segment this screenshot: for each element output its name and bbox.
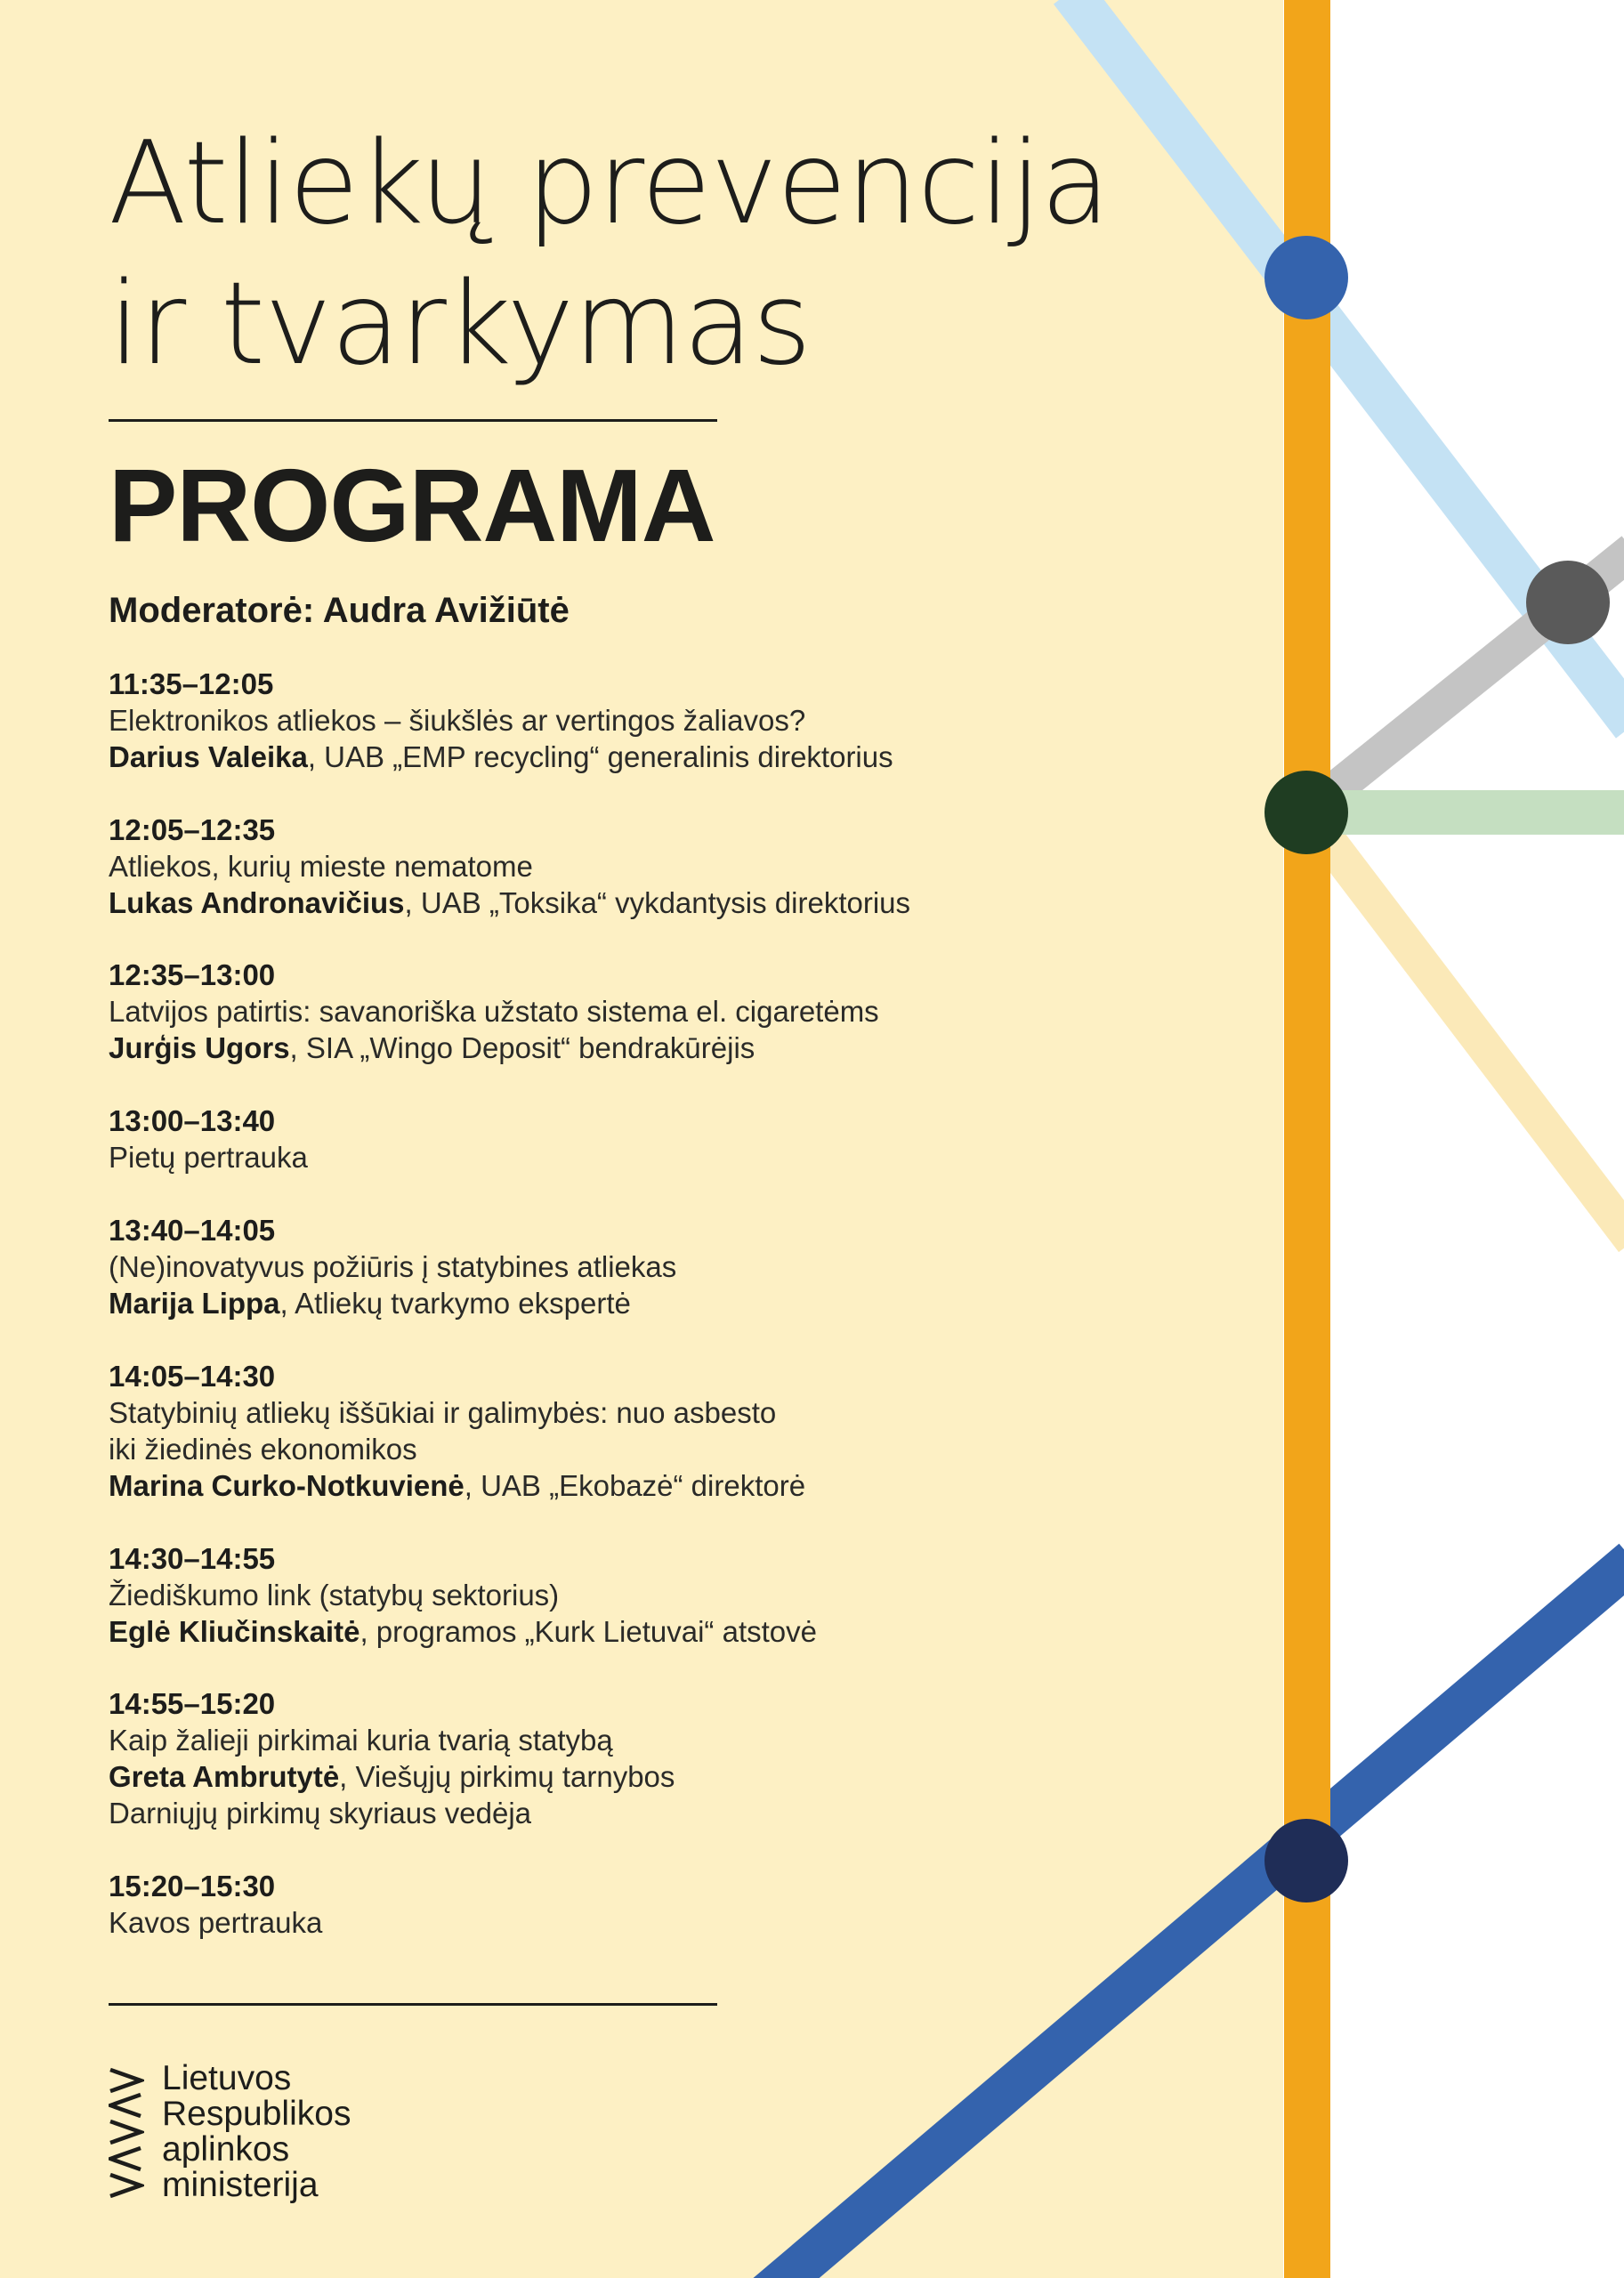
speaker-role-continued: Darniųjų pirkimų skyriaus vedėja — [109, 1797, 532, 1830]
pale-yellow-line — [1308, 814, 1624, 1241]
ministry-name — [162, 2061, 351, 2203]
speaker-name: Marina Curko-Notkuvienė — [109, 1469, 465, 1502]
moderator-label: Moderatorė: Audra Avižiūtė — [109, 591, 570, 630]
speaker-name: Lukas Andronavičius — [109, 886, 405, 919]
schedule-item — [109, 1358, 1132, 1504]
speaker-name: Darius Valeika — [109, 740, 308, 773]
session-speaker — [109, 885, 1132, 921]
speaker-name: Jurģis Ugors — [109, 1031, 290, 1064]
program-heading: PROGRAMA — [109, 448, 715, 563]
session-topic: Atliekos, kurių mieste nematome — [109, 850, 533, 883]
session-speaker — [109, 739, 1132, 775]
session-time: 11:35–12:05 — [109, 667, 274, 700]
event-title-line-1: Atliekų prevencija — [109, 117, 1110, 250]
session-topic: Statybinių atliekų iššūkiai ir galimybės: nuo asbesto — [109, 1396, 777, 1429]
ministry-name-line-3: aplinkos — [162, 2130, 290, 2169]
speaker-name: Eglė Kliučinskaitė — [109, 1615, 360, 1648]
session-topic: (Ne)inovatyvus požiūris į statybines atliekas — [109, 1250, 677, 1283]
speaker-role: , UAB „Toksika“ vykdantysis direktorius — [404, 886, 911, 919]
session-time: 13:00–13:40 — [109, 1104, 276, 1137]
speaker-role: , programos „Kurk Lietuvai“ atstovė — [360, 1615, 817, 1648]
ministry-name-line-2: Respublikos — [162, 2095, 351, 2133]
green-node — [1264, 771, 1348, 854]
session-topic: Latvijos patirtis: savanoriška užstato sistema el. cigaretėms — [109, 995, 879, 1028]
session-topic: Elektronikos atliekos – šiukšlės ar vertingos žaliavos? — [109, 704, 806, 737]
session-topic: Kavos pertrauka — [109, 1906, 323, 1939]
event-title-line-2: ir tvarkymas — [109, 258, 811, 391]
navy-node — [1264, 1819, 1348, 1902]
session-time: 14:55–15:20 — [109, 1687, 276, 1720]
schedule-item — [109, 1103, 1132, 1175]
ministry-logo — [109, 2059, 553, 2205]
blue-node — [1264, 236, 1348, 319]
event-title — [109, 114, 1132, 395]
ministry-name-line-1: Lietuvos — [162, 2059, 292, 2097]
speaker-role: , Atliekų tvarkymo ekspertė — [279, 1287, 631, 1320]
session-time: 13:40–14:05 — [109, 1214, 276, 1247]
bottom-divider — [109, 2003, 717, 2006]
speaker-name: Marija Lippa — [109, 1287, 280, 1320]
session-topic: Kaip žalieji pirkimai kuria tvarią statybą — [109, 1724, 613, 1757]
session-speaker — [109, 1613, 1132, 1650]
session-topic: Žiediškumo link (statybų sektorius) — [109, 1579, 560, 1612]
schedule-item — [109, 1685, 1132, 1831]
ministry-name-line-4: ministerija — [162, 2166, 319, 2204]
session-time: 15:20–15:30 — [109, 1870, 276, 1902]
schedule-item — [109, 1868, 1132, 1941]
gray-node — [1526, 561, 1610, 644]
schedule-item — [109, 1212, 1132, 1321]
session-speaker — [109, 1285, 1132, 1321]
session-speaker — [109, 1030, 1132, 1066]
speaker-role: , SIA „Wingo Deposit“ bendrakūrėjis — [289, 1031, 755, 1064]
schedule-item — [109, 812, 1132, 921]
schedule-item — [109, 957, 1132, 1066]
session-time: 12:05–12:35 — [109, 813, 276, 846]
speaker-role: , UAB „Ekobazė“ direktorė — [464, 1469, 806, 1502]
speaker-name: Greta Ambrutytė — [109, 1760, 340, 1793]
ministry-emblem-icon — [109, 2066, 144, 2200]
session-speaker — [109, 1758, 1132, 1795]
schedule-item — [109, 666, 1132, 775]
speaker-role: , Viešųjų pirkimų tarnybos — [339, 1760, 675, 1793]
session-topic: Pietų pertrauka — [109, 1141, 308, 1174]
top-divider — [109, 419, 717, 422]
session-topic: iki žiedinės ekonomikos — [109, 1433, 417, 1466]
session-time: 14:30–14:55 — [109, 1542, 276, 1575]
schedule-item — [109, 1540, 1132, 1650]
session-time: 12:35–13:00 — [109, 958, 276, 991]
session-time: 14:05–14:30 — [109, 1360, 276, 1393]
session-speaker — [109, 1467, 1132, 1504]
orange-line — [1284, 0, 1330, 2278]
speaker-role: , UAB „EMP recycling“ generalinis direktorius — [307, 740, 893, 773]
